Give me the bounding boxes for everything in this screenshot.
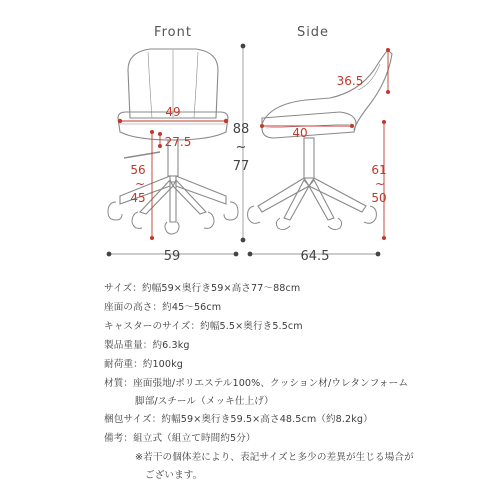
spec-material-cont (135, 396, 274, 408)
side-width-label: 64.5 (300, 249, 330, 264)
side-seat-height-max-label: 61 (371, 163, 387, 177)
spec-material (104, 378, 408, 390)
spec-load-value: 約100kg (142, 359, 183, 370)
spec-material-value: 座面張地/ポリエステル100%、クッション材/ウレタンフォーム (133, 378, 409, 389)
spec-note (104, 433, 256, 445)
spec-seat-height-label: 座面の高さ： (104, 302, 163, 313)
total-height-sep: ~ (235, 140, 247, 155)
spec-material-label: 材質： (104, 378, 134, 389)
spec-note-label: 備考： (104, 433, 134, 444)
front-seat-width-dimension (118, 119, 228, 123)
spec-load (104, 359, 183, 371)
spec-note-value: 組立式（組立て時間約5分） (133, 433, 256, 444)
spec-package-label: 梱包サイズ： (104, 414, 162, 425)
spec-material-cont-value: 脚部/スチール（メッキ仕上げ） (135, 396, 274, 407)
side-seat-height-sep: ~ (374, 177, 386, 191)
spec-note-disclaimer (135, 452, 414, 464)
spec-note-disclaimer-value: ※若干の個体差により、表記サイズと多少の差異が生じる場合が (135, 452, 414, 463)
spec-caster-value: 約幅5.5×奥行き5.5cm (200, 321, 303, 332)
spec-note-disclaimer-cont (145, 470, 202, 482)
side-back-height-label: 36.5 (336, 74, 364, 88)
spec-size-label: サイズ： (104, 283, 143, 294)
spec-note-disclaimer-cont-value: ございます。 (145, 470, 203, 481)
total-height-max-label: 88 (232, 122, 250, 137)
front-seat-width-label: 49 (165, 105, 181, 119)
spec-package-value: 約幅59×奥行き59.5×高さ48.5cm（約8.2kg） (161, 414, 373, 425)
side-seat-height-min-label: 50 (371, 191, 387, 205)
spec-seat-height-value: 約45〜56cm (162, 302, 222, 313)
spec-load-label: 耐荷重： (104, 359, 143, 370)
total-height-min-label: 77 (232, 159, 250, 174)
spec-seat-height (104, 302, 221, 314)
front-seat-height-min-label: 45 (130, 191, 146, 205)
front-width-label: 59 (163, 249, 181, 264)
side-seat-depth-label: 40 (292, 126, 308, 140)
spec-weight-label: 製品重量： (104, 340, 153, 351)
front-seat-depth-label: 27.5 (164, 135, 192, 149)
front-seat-height-sep: ~ (134, 177, 146, 191)
spec-caster-label: キャスターのサイズ： (104, 321, 201, 332)
front-seat-height-dimension (150, 130, 154, 240)
spec-package (104, 414, 373, 426)
side-view-title: Side (296, 25, 330, 40)
spec-weight-value: 約6.3kg (152, 340, 190, 351)
front-seat-height-max-label: 56 (130, 163, 146, 177)
spec-caster (104, 321, 303, 333)
side-back-height-dimension (386, 48, 390, 94)
front-view-title: Front (154, 25, 192, 40)
side-chair-drawing (248, 50, 392, 230)
spec-weight (104, 340, 190, 352)
spec-size-value: 約幅59×奥行き59×高さ77〜88cm (142, 283, 301, 294)
spec-size (104, 283, 300, 295)
